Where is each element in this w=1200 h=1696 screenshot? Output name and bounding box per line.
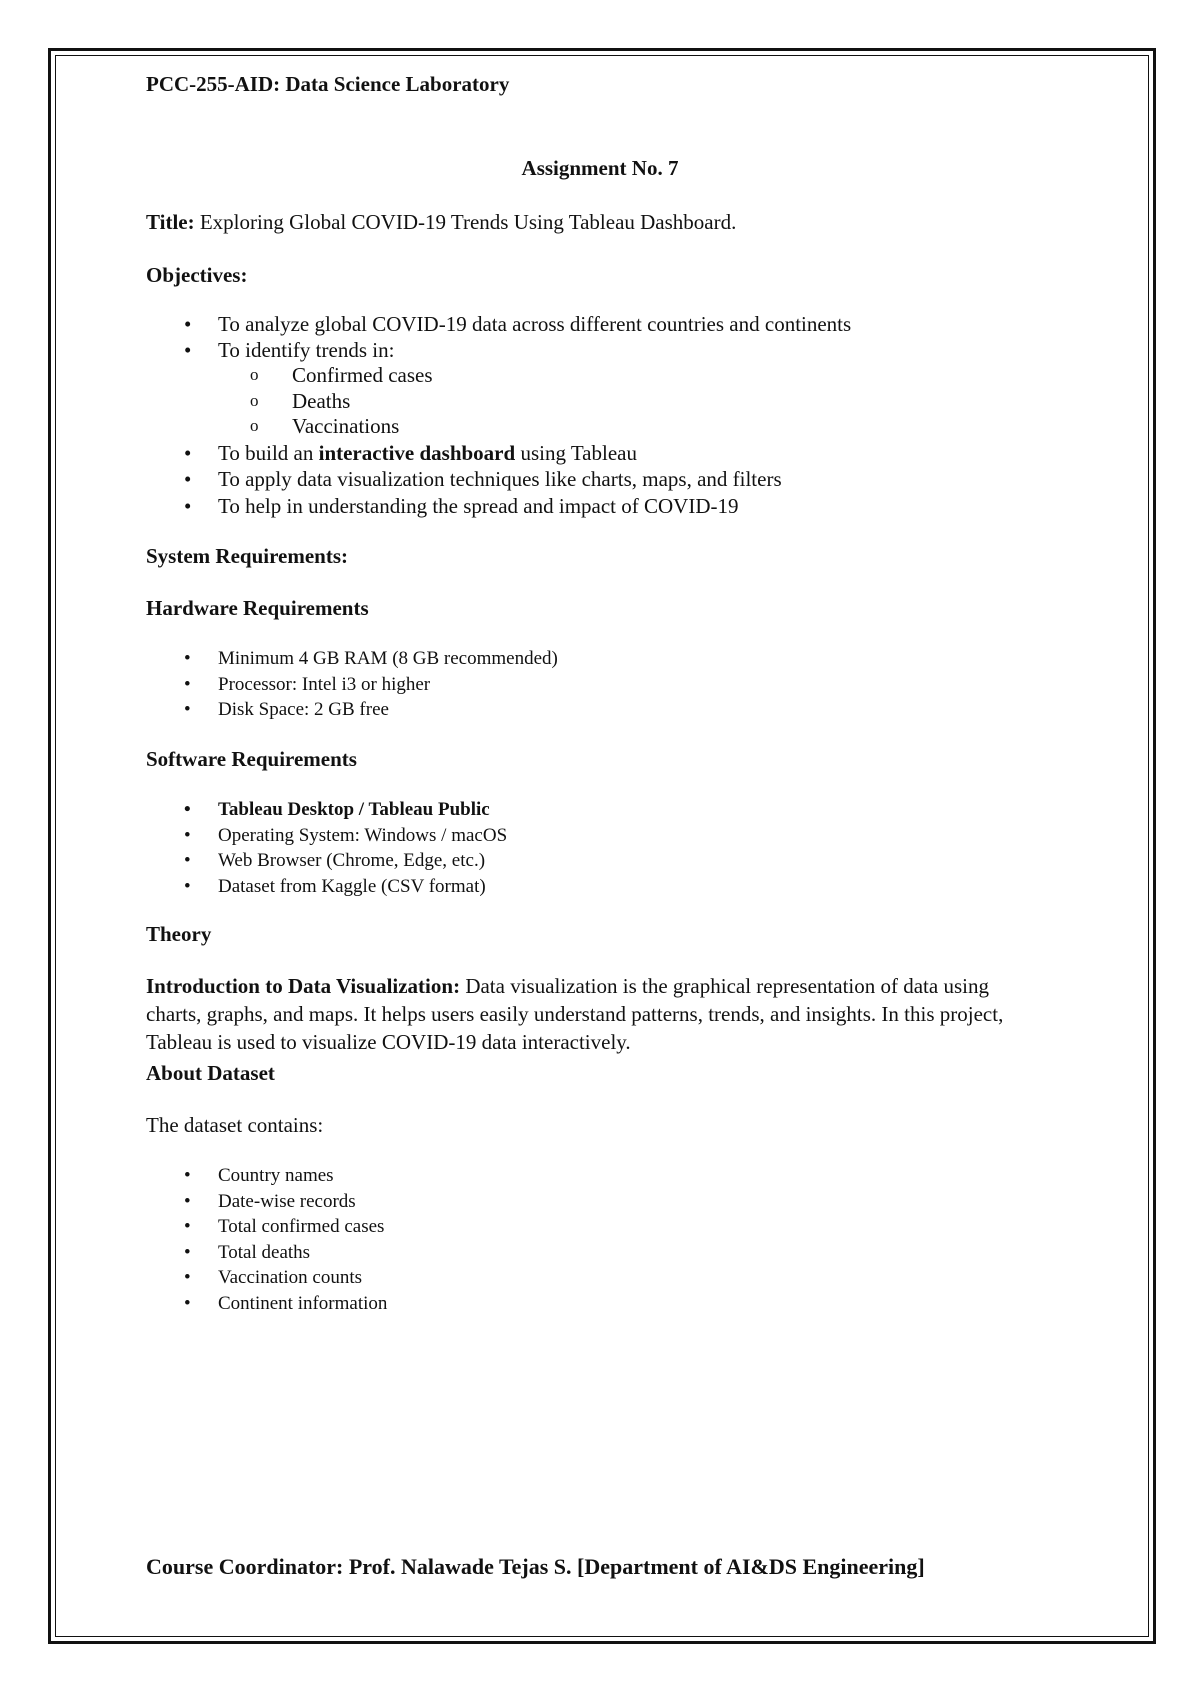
course-coordinator-footer: Course Coordinator: Prof. Nalawade Tejas S. [Department of AI&DS Engineering] — [146, 1554, 925, 1579]
sub-list-item: o Vaccinations — [146, 414, 851, 440]
list-item: • Vaccination counts — [146, 1265, 387, 1291]
intro-text: Data visualization is the graphical representation of data using charts, graphs, and maps. It helps users easily understand patterns, trends, and insights. In this project, Tableau is used to visualize COVID-19 data interactively. — [146, 974, 1004, 1054]
list-item: • Processor: Intel i3 or higher — [146, 672, 558, 698]
about-dataset-heading: About Dataset — [146, 1061, 275, 1085]
list-item — [146, 440, 851, 467]
text: To build an — [218, 440, 319, 465]
list-item: • Country names — [146, 1163, 387, 1189]
list-item: • To analyze global COVID-19 data across different countries and continents — [146, 312, 851, 338]
text: using Tableau — [515, 440, 637, 465]
software-heading: Software Requirements — [146, 747, 357, 771]
course-header: PCC-255-AID: Data Science Laboratory — [146, 72, 510, 96]
list-item: • Date-wise records — [146, 1189, 387, 1215]
hardware-list — [146, 646, 558, 723]
list-item: • To help in understanding the spread and impact of COVID-19 — [146, 493, 851, 520]
theory-heading: Theory — [146, 922, 212, 946]
objectives-list — [146, 312, 851, 519]
list-item: • To identify trends in: — [146, 338, 851, 364]
list-item: • Tableau Desktop / Tableau Public — [146, 797, 507, 823]
list-item: • Total confirmed cases — [146, 1214, 387, 1240]
sub-list-item: o Confirmed cases — [146, 363, 851, 389]
dataset-intro: The dataset contains: — [146, 1113, 324, 1137]
software-list — [146, 797, 507, 899]
list-item: • Disk Space: 2 GB free — [146, 697, 558, 723]
hardware-heading: Hardware Requirements — [146, 596, 369, 620]
list-item: • Dataset from Kaggle (CSV format) — [146, 874, 507, 900]
dataset-list — [146, 1163, 387, 1316]
title-line — [146, 208, 736, 236]
list-item: • Minimum 4 GB RAM (8 GB recommended) — [146, 646, 558, 672]
list-item: • Web Browser (Chrome, Edge, etc.) — [146, 848, 507, 874]
system-requirements-heading: System Requirements: — [146, 544, 349, 568]
intro-label: Introduction to Data Visualization: — [146, 974, 461, 998]
title-label: Title: — [146, 210, 195, 234]
title-text: Exploring Global COVID-19 Trends Using Tableau Dashboard. — [199, 210, 737, 234]
assignment-number: Assignment No. 7 — [521, 156, 679, 180]
intro-paragraph — [146, 972, 1046, 1056]
list-item: • Operating System: Windows / macOS — [146, 823, 507, 849]
text-bold: interactive dashboard — [318, 440, 516, 465]
objectives-heading: Objectives: — [146, 263, 248, 287]
list-item: • Continent information — [146, 1291, 387, 1317]
list-item: • To apply data visualization techniques like charts, maps, and filters — [146, 466, 851, 493]
list-item: • Total deaths — [146, 1240, 387, 1266]
sub-list-item: o Deaths — [146, 389, 851, 415]
